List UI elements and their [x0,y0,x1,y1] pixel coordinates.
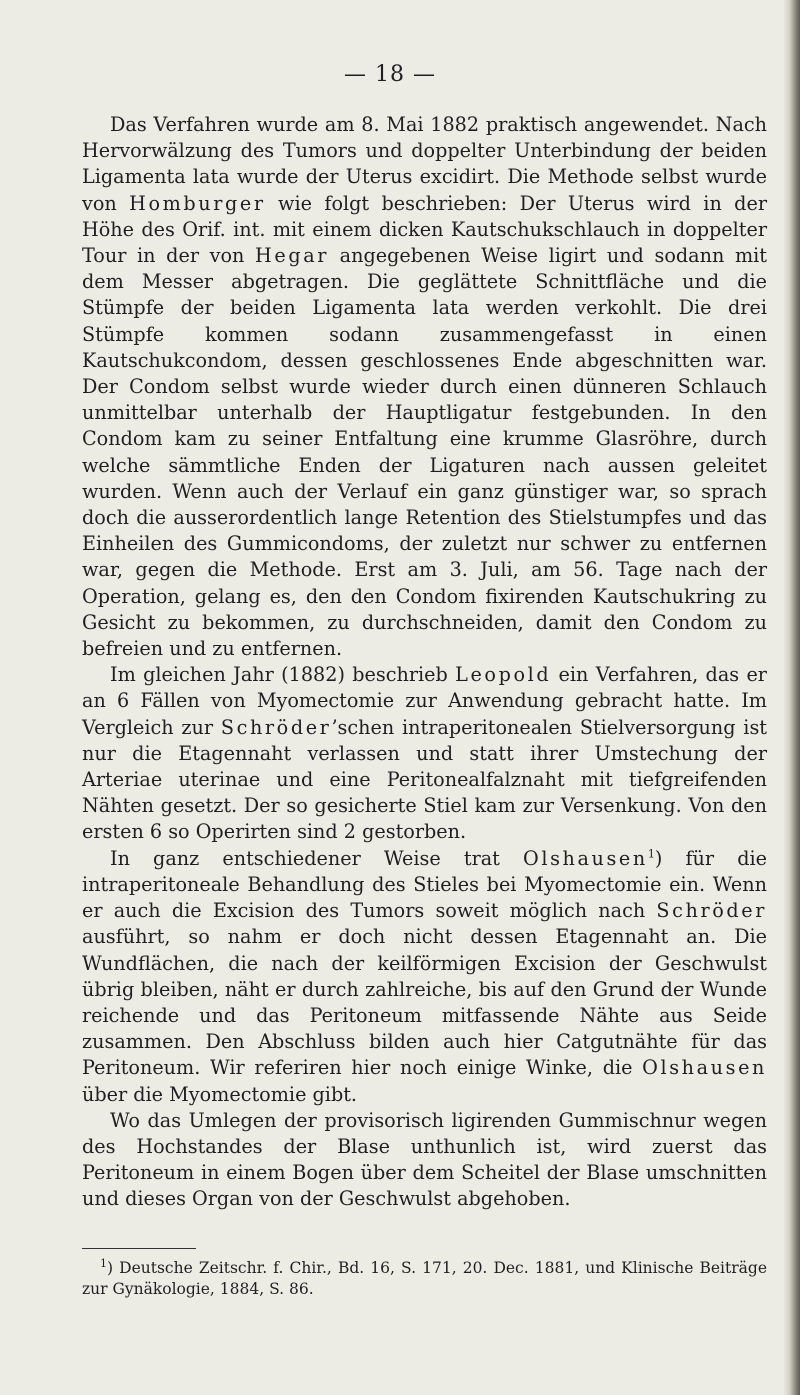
text-run: Im gleichen Jahr (1882) beschrieb [110,663,456,687]
paragraph-1 [82,112,767,662]
footnote-marker: 1 [100,1256,107,1270]
footnote-divider [82,1248,196,1249]
paragraph-3 [82,846,767,1108]
text-run: Das Verfahren wurde am 8. Mai 1882 praktisch angewendet. Nach Hervorwälzung des Tumors und doppelter Unterbindung der beiden Ligamenta lata wurde der Uterus excidirt. Die Methode selbst wurde von [82,113,767,215]
footnote-text: ) Deutsche Zeitschr. f. Chir., Bd. 16, S. 171, 20. Dec. 1881, und Klinische Beiträge zur Gynäkologie, 1884, S. 86. [82,1259,767,1298]
author-name-schroeder: Schröder [220,715,332,739]
author-name-hegar: Hegar [255,244,330,268]
text-run: ) für die intraperitoneale Behandlung des Stieles bei Myomectomie ein. Wenn er auch die Excision des Tumors soweit möglich nach [82,846,767,923]
text-run: ein Verfahren, das er an 6 Fällen von Myomectomie zur Anwendung gebracht hatte. Im Vergleich zur [82,663,767,739]
text-run: ’schen intraperitonealen Stielversorgung ist nur die Etagennaht verlassen und statt ihrer Umstechung der Arteriae uterinae und eine Peritonealfalznaht mit tiefgreifenden Nähten gesetzt. Der so gesicherte Stiel kam zur Versenkung. Von den ersten 6 so Operirten sind 2 gestorben. [82,715,767,844]
author-name-homburger: Homburger [129,191,266,215]
footnote-reference[interactable]: 1 [647,847,655,861]
text-run: In ganz entschiedener Weise trat [110,846,524,870]
text-run: ausführt, so nahm er doch nicht dessen Etagennaht an. Die Wundflächen, die nach der keilförmigen Excision der Geschwulst übrig bleiben, näht er durch zahlreiche, bis auf den Grund der Wunde reichende und das Peritoneum mitfassende Nähte aus Seide zusammen. Den Abschluss bilden auch hier Catgutnähte für das Peritoneum. Wir referiren hier noch einige Winke, die [82,925,767,1080]
page-number: — 18 — [344,62,436,87]
paragraph-4 [82,1108,767,1213]
author-name-olshausen: Olshausen [642,1056,767,1080]
author-name-leopold: Leopold [455,663,552,687]
footnote [82,1258,767,1300]
text-run: angegebenen Weise ligirt und sodann mit dem Messer abgetragen. Die geglättete Schnittfläche und die Stümpfe der beiden Ligamenta lata werden verkohlt. Die drei Stümpfe kommen sodann zusammengefasst in einen Kautschukcondom, dessen geschlossenes Ende abgeschnitten war. Der Condom selbst wurde wieder durch einen dünneren Schlauch unmittelbar unterhalb der Hauptligatur festgebunden. In den Condom kam zu seiner Entfaltung eine krumme Glasröhre, durch welche sämmtliche Enden der Ligaturen nach aussen geleitet wurden. Wenn auch der Verlauf ein ganz günstiger war, so sprach doch die ausserordentlich lange Retention des Stielstumpfes und das Einheilen des Gummicondoms, der zuletzt nur schwer zu entfernen war, gegen die Methode. Erst am 3. Juli, am 56. Tage nach der Operation, gelang es, den den Condom fixirenden Kautschukring zu Gesicht zu bekommen, zu durchschneiden, damit den Condom zu befreien und zu entfernen. [82,244,767,661]
body-text [82,112,767,1213]
author-name-schroeder: Schröder [656,899,767,923]
paragraph-2 [82,662,767,845]
author-name-olshausen: Olshausen [523,846,648,870]
text-run: Wo das Umlegen der provisorisch ligirenden Gummischnur wegen des Hochstandes der Blase unthunlich ist, wird zuerst das Peritoneum in einem Bogen über dem Scheitel der Blase umschnitten und dieses Organ von der Geschwulst abgehoben. [82,1108,767,1211]
text-run: wie folgt beschrieben: Der Uterus wird in der Höhe des Orif. int. mit einem dicken Kautschukschlauch in doppelter Tour in der von [82,191,767,268]
page-edge-shadow [784,0,800,1395]
text-run: über die Myomectomie gibt. [82,1082,358,1106]
